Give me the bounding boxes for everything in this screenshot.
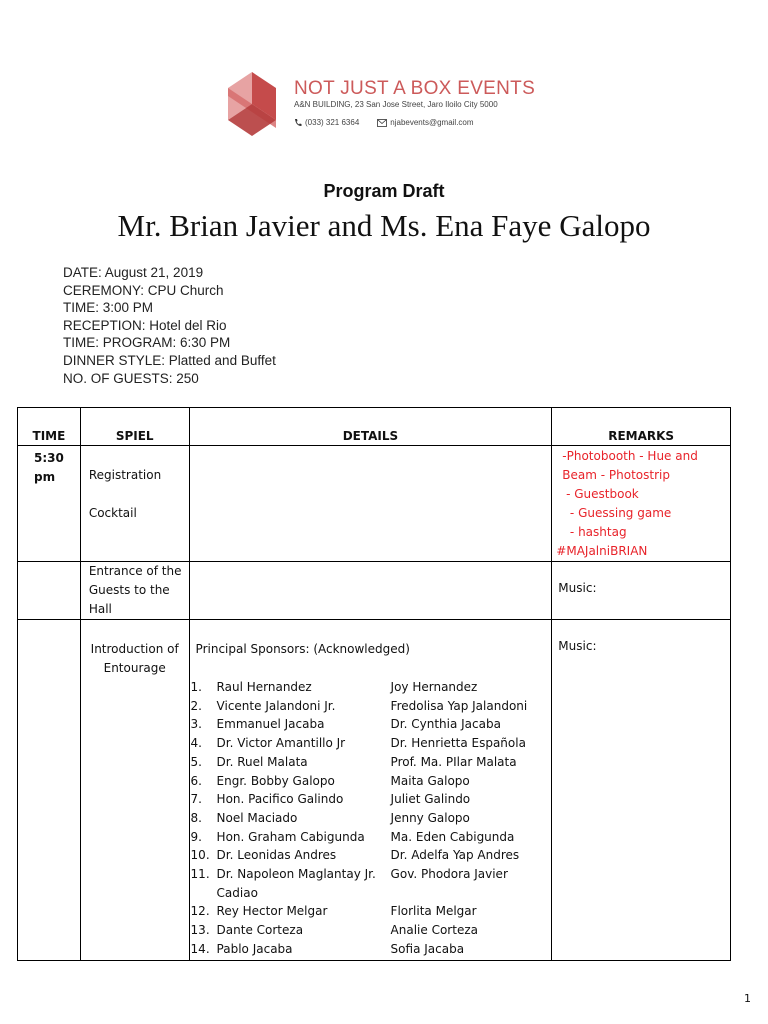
header-remarks: REMARKS	[552, 408, 731, 446]
header-details: DETAILS	[189, 408, 552, 446]
list-item: 5. Dr. Ruel Malata Prof. Ma. PIlar Malata	[190, 754, 517, 769]
logo-mark-icon	[222, 68, 282, 138]
document-title: Program Draft	[323, 181, 445, 201]
table-row	[18, 620, 731, 961]
row-details	[189, 620, 552, 961]
list-item: 8. Noel Maciado Jenny Galopo	[190, 810, 470, 825]
info-dinner-style: DINNER STYLE: Platted and Buffet	[63, 352, 276, 368]
list-item: 11. Dr. Napoleon Maglantay Jr. Gov. Phodora Javier	[190, 867, 508, 882]
row-spiel: Entrance of the Guests to the Hall	[80, 562, 189, 620]
info-guests: NO. OF GUESTS: 250	[63, 370, 199, 386]
list-item: 14. Pablo Jacaba Sofia Jacaba	[190, 941, 465, 956]
sponsor-list	[190, 678, 552, 959]
sponsors-heading: Principal Sponsors: (Acknowledged)	[195, 642, 410, 656]
row-time: 5:30 pm	[18, 446, 81, 562]
email-icon	[377, 119, 387, 127]
info-program-time: TIME: PROGRAM: 6:30 PM	[63, 335, 231, 351]
list-item: 4. Dr. Victor Amantillo Jr Dr. Henrietta Española	[190, 736, 526, 751]
row-time	[18, 562, 81, 620]
list-item: Cadiao	[216, 885, 258, 900]
info-ceremony: CEREMONY: CPU Church	[63, 282, 224, 298]
company-name: NOT JUST A BOX EVENTS	[294, 78, 536, 99]
row-spiel: Registration Cocktail	[80, 446, 189, 562]
list-item: 6. Engr. Bobby Galopo Maita Galopo	[190, 773, 470, 788]
phone-icon	[294, 118, 302, 127]
list-item: 12. Rey Hector Melgar Florlita Melgar	[190, 904, 477, 919]
list-item: 3. Emmanuel Jacaba Dr. Cynthia Jacaba	[190, 717, 501, 732]
list-item: 1. Raul Hernandez Joy Hernandez	[190, 680, 478, 694]
header-spiel: SPIEL	[80, 408, 189, 446]
info-time: TIME: 3:00 PM	[63, 300, 154, 316]
company-logo	[222, 68, 562, 138]
list-item: 2. Vicente Jalandoni Jr. Fredolisa Yap Jalandoni	[190, 698, 528, 713]
list-item: 10. Dr. Leonidas Andres Dr. Adelfa Yap Andres	[190, 848, 520, 863]
row-remarks: Music:	[552, 620, 731, 961]
page-number: 1	[744, 992, 751, 1005]
row-remarks: Music:	[552, 562, 731, 620]
row-time	[18, 620, 81, 961]
row-remarks: -Photobooth - Hue and Beam - Photostrip - Guestbook - Guessing game - hashtag #MAJalniBRIAN	[552, 446, 731, 562]
header-time: TIME	[18, 408, 81, 446]
company-email: njabevents@gmail.com	[390, 118, 474, 127]
row-details	[189, 562, 552, 620]
info-reception: RECEPTION: Hotel del Rio	[63, 317, 227, 333]
company-contact	[294, 118, 474, 127]
company-phone: (033) 321 6364	[305, 118, 360, 127]
list-item: 7. Hon. Pacifico Galindo Juliet Galindo	[190, 792, 471, 807]
program-table	[17, 407, 731, 961]
list-item: 9. Hon. Graham Cabigunda Ma. Eden Cabigunda	[190, 829, 515, 844]
info-date: DATE: August 21, 2019	[63, 265, 204, 280]
list-item: 13. Dante Corteza Analie Corteza	[190, 923, 478, 938]
table-row	[18, 562, 731, 620]
event-info	[63, 264, 276, 387]
couple-names: Mr. Brian Javier and Ms. Ena Faye Galopo	[117, 208, 651, 243]
row-details	[189, 446, 552, 562]
row-spiel: Introduction of Entourage	[80, 620, 189, 961]
table-row	[18, 446, 731, 562]
table-header-row	[18, 408, 731, 446]
company-address: A&N BUILDING, 23 San Jose Street, Jaro Iloilo City 5000	[294, 100, 498, 109]
